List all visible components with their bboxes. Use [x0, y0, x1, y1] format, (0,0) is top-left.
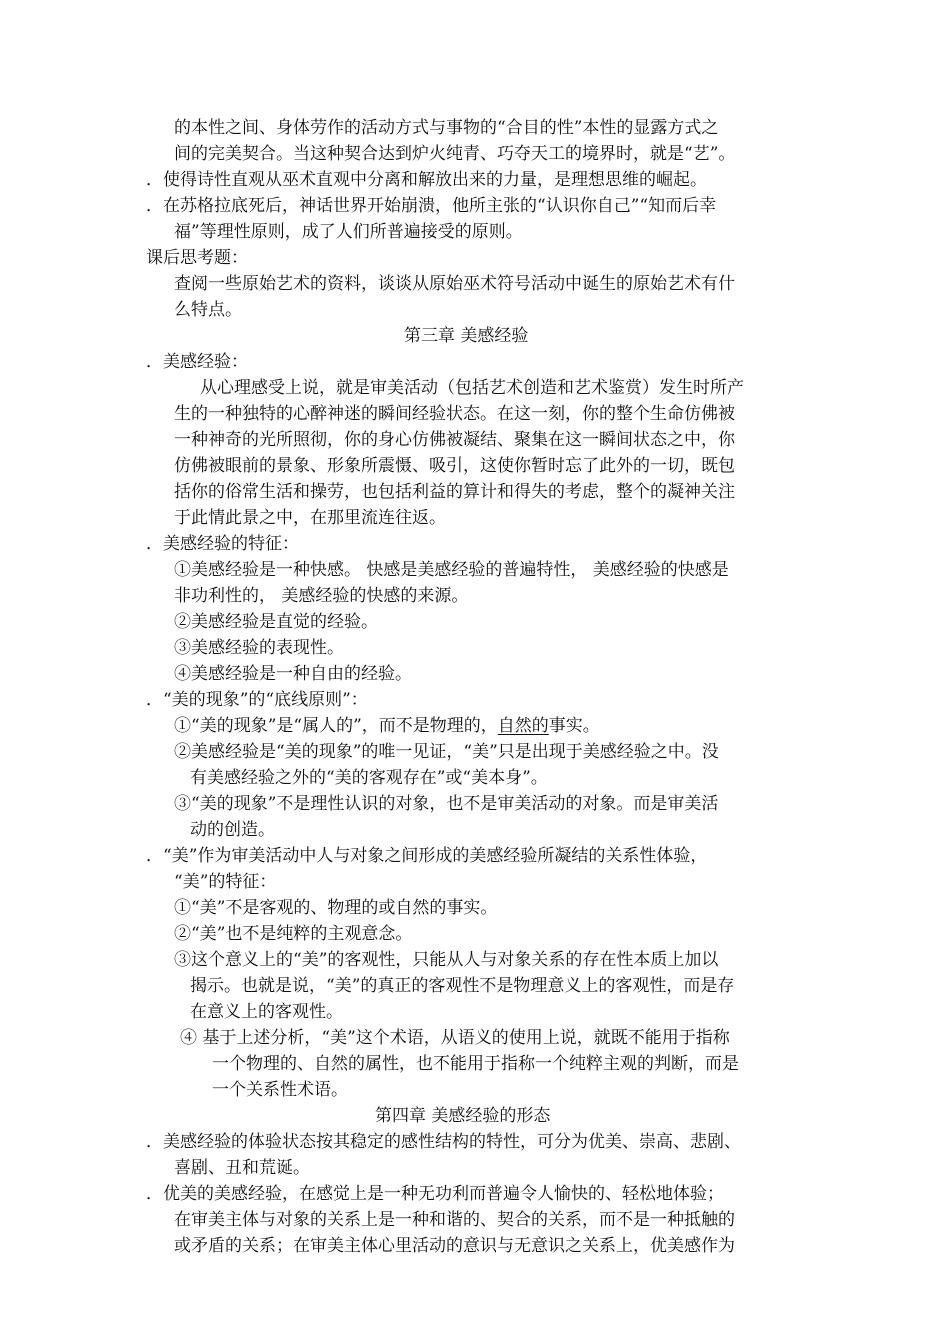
- list-item: ．“美”作为审美活动中人与对象之间形成的美感经验所凝结的关系性体验，: [146, 846, 708, 866]
- paragraph-line: 括你的俗常生活和操劳，也包括利益的算计和得失的考虑，整个的凝神关注: [174, 482, 735, 502]
- chapter-title: 第四章 美感经验的形态: [375, 1106, 551, 1126]
- paragraph-line: ④美感经验是一种自由的经验。: [174, 664, 412, 684]
- paragraph-line: ②美感经验是直觉的经验。: [174, 612, 378, 632]
- paragraph-line: ④ 基于上述分析，“美”这个术语，从语义的使用上说，就既不能用于指称: [180, 1028, 730, 1048]
- paragraph-line: 非功利性的， 美感经验的快感的来源。: [174, 586, 469, 606]
- list-item: ．优美的美感经验，在感觉上是一种无功利而普遍令人愉快的、轻松地体验；: [146, 1184, 724, 1204]
- underlined-text: 自然的: [497, 716, 549, 736]
- paragraph-line: 一个关系性术语。: [212, 1080, 348, 1100]
- paragraph-line: 一种神奇的光所照彻，你的身心仿佛被凝结、聚集在这一瞬间状态之中，你: [174, 430, 735, 450]
- paragraph-line: 生的一种独特的心醉神迷的瞬间经验状态。在这一刻，你的整个生命仿佛被: [174, 404, 735, 424]
- chapter-title: 第三章 美感经验: [404, 326, 529, 346]
- paragraph-line: 的本性之间、身体劳作的活动方式与事物的“合目的性”本性的显露方式之: [174, 118, 719, 138]
- section-heading: 课后思考题：: [146, 248, 248, 268]
- paragraph-line: ③“美的现象”不是理性认识的对象，也不是审美活动的对象。而是审美活: [174, 794, 719, 814]
- paragraph-line: ②美感经验是“美的现象”的唯一见证，“美”只是出现于美感经验之中。没: [174, 742, 719, 762]
- list-item: ．在苏格拉底死后，神话世界开始崩溃，他所主张的“认识你自己”“知而后幸: [146, 196, 717, 216]
- paragraph-line: ①“美”不是客观的、物理的或自然的事实。: [174, 898, 498, 918]
- list-item: ．美感经验：: [146, 352, 248, 372]
- paragraph-line: 在审美主体与对象的关系上是一种和谐的、契合的关系，而不是一种抵触的: [174, 1210, 735, 1230]
- paragraph-line: 仿佛被眼前的景象、形象所震慑、吸引，这使你暂时忘了此外的一切，既包: [174, 456, 735, 476]
- paragraph-line: 么特点。: [174, 300, 242, 320]
- paragraph-line: ②“美”也不是纯粹的主观意念。: [174, 924, 413, 944]
- paragraph-line: 揭示。也就是说，“美”的真正的客观性不是物理意义上的客观性，而是存: [190, 976, 735, 996]
- paragraph-line: ③这个意义上的“美”的客观性，只能从人与对象关系的存在性本质上加以: [174, 950, 719, 970]
- list-item: ．使得诗性直观从巫术直观中分离和解放出来的力量，是理想思维的崛起。: [146, 170, 707, 190]
- list-item: ．美感经验的体验状态按其稳定的感性结构的特性，可分为优美、崇高、悲剧、: [146, 1132, 741, 1152]
- paragraph-line: 从心理感受上说，就是审美活动（包括艺术创造和艺术鉴赏）发生时所产: [200, 378, 744, 398]
- paragraph-line: 查阅一些原始艺术的资料，谈谈从原始巫术符号活动中诞生的原始艺术有什: [174, 274, 735, 294]
- paragraph-line: ①美感经验是一种快感。 快感是美感经验的普遍特性， 美感经验的快感是: [174, 560, 729, 580]
- paragraph-line: 一个物理的、自然的属性，也不能用于指称一个纯粹主观的判断，而是: [212, 1054, 739, 1074]
- paragraph-line: 或矛盾的关系；在审美主体心里活动的意识与无意识之关系上，优美感作为: [174, 1236, 735, 1256]
- paragraph-line: 间的完美契合。当这种契合达到炉火纯青、巧夺天工的境界时，就是“艺”。: [174, 144, 736, 164]
- paragraph-line: 在意义上的客观性。: [190, 1002, 343, 1022]
- paragraph-line: [174, 714, 600, 738]
- list-item: ．美感经验的特征：: [146, 534, 299, 554]
- paragraph-line: 动的创造。: [190, 820, 275, 840]
- paragraph-line: 于此情此景之中，在那里流连往返。: [174, 508, 446, 528]
- paragraph-line: 福”等理性原则，成了人们所普遍接受的原则。: [174, 222, 523, 242]
- paragraph-line: ③美感经验的表现性。: [174, 638, 344, 658]
- paragraph-line: 有美感经验之外的“美的客观存在”或“美本身”。: [190, 768, 548, 788]
- list-item: ．“美的现象”的“底线原则”：: [146, 690, 368, 710]
- line-text: 事实。: [548, 716, 600, 736]
- paragraph-line: “美”的特征：: [174, 872, 277, 892]
- paragraph-line: 喜剧、丑和荒诞。: [174, 1158, 310, 1178]
- line-text: ①“美的现象”是“属人的”，而不是物理的，: [174, 716, 498, 736]
